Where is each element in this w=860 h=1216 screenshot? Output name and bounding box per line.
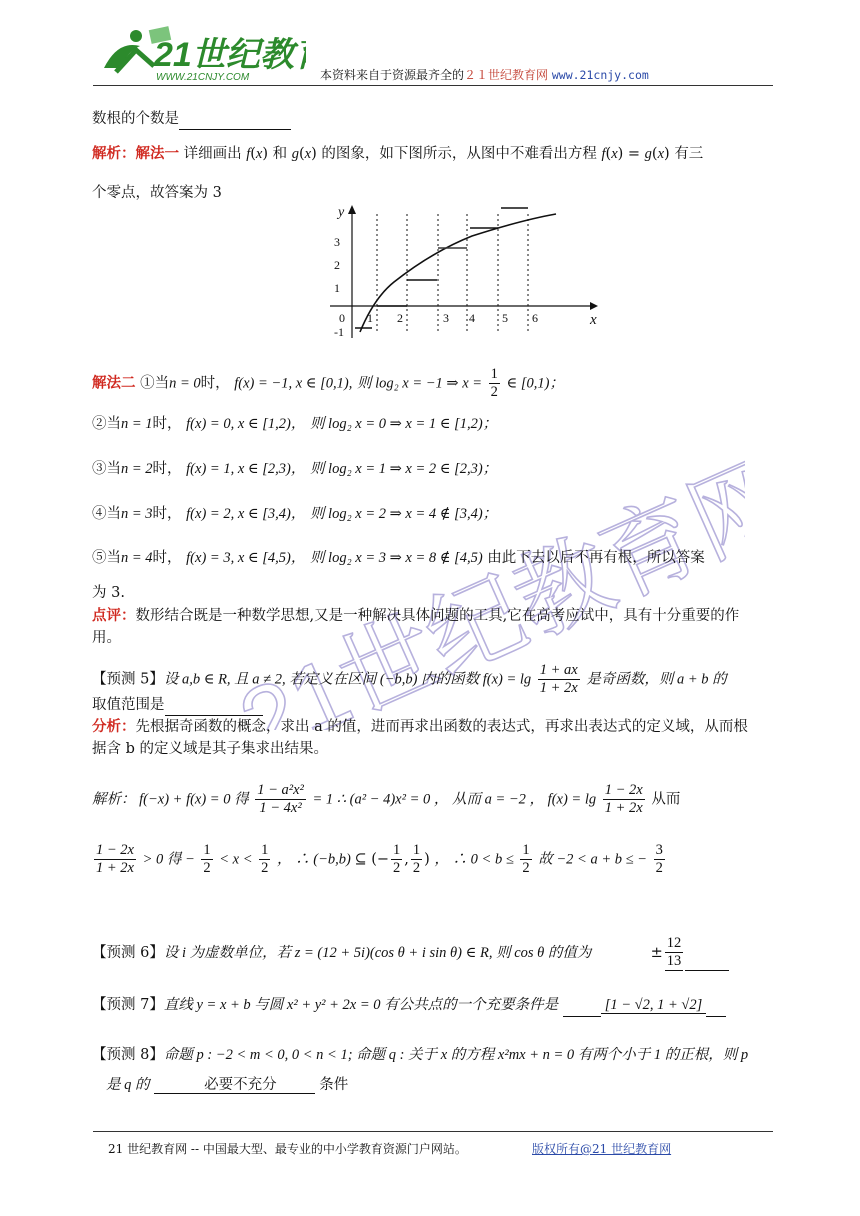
fraction: $\frac{1 - 2x}{1 + 2x}$ (96, 842, 134, 876)
answer-blank (165, 699, 263, 716)
source-url[interactable]: www.21cnjy.com (551, 68, 649, 82)
x-tick: 6 (532, 311, 538, 325)
y-label: y (338, 205, 345, 220)
fraction: $\frac{3}{2}$ (655, 842, 663, 876)
prediction-label: 【预测 8】 (92, 1047, 164, 1063)
fenxi-line2: 据含 b 的定义域是其子集求出结果。 (92, 741, 328, 757)
prediction-5-line2: 取值范围是 (92, 694, 263, 716)
answer-value: 必要不充分 (154, 1077, 315, 1094)
case-5-line2: 为 3. (92, 585, 125, 601)
y-tick: 1 (334, 281, 340, 295)
y-tick: 2 (334, 258, 340, 272)
case-5: ⑤当n = 4时， f(x) = 3, x ∈ [4,5)， 则 log₂ x = 3 ⇒ x = 8 ∉ [4,5) 由此下去以后不再有根，所以答案 (92, 550, 705, 566)
fraction: $\frac{1}{2}$ (261, 842, 269, 876)
fenxi: 分析：先根据奇函数的概念，求出 a 的值，进而再求出函数的表达式，再求出表达式的定义域，从而根 (92, 718, 748, 735)
logo-text: 21世纪教 (154, 36, 294, 74)
source-site: ２１世纪教育网 (464, 68, 549, 82)
prediction-7: 【预测 7】直线 y = x + b 与圆 x² + y² + 2x = 0 有公共点的一个充要条件是 [1 − √2, 1 + √2] (92, 994, 726, 1017)
fraction: $\frac{1}{2}$ (393, 842, 401, 876)
x-label: x (590, 312, 597, 328)
step-function (355, 208, 528, 328)
comment-line2: 用。 (92, 630, 121, 646)
answer-blank (179, 113, 291, 130)
comment-label: 点评： (92, 607, 136, 624)
prediction-label: 【预测 6】 (92, 945, 164, 961)
answer-blank (563, 1000, 601, 1017)
x-tick: 1 (367, 311, 373, 325)
intro-line: 数根的个数是 (92, 108, 291, 130)
x-axis-arrow (590, 302, 598, 310)
header-source (320, 66, 649, 83)
answer-blank (685, 954, 729, 971)
fraction: $\frac{1}{2}$ (490, 366, 498, 400)
answer-fraction: $\frac{12}{13}$ (666, 935, 682, 969)
jiexi-line1: 解析： f(−x) + f(x) = 0 得 $\frac{\text{1 − a²x²}}{\text{1 − 4x²}}$ = 1 ∴ (a² − 4)x² = 0 ， 从而 a = −2 ， f(x) = lg $\frac{1 - 2x}{1 + 2x}$ 从而 (92, 782, 681, 816)
case-3: ③当n = 2时， f(x) = 1, x ∈ [2,3)， 则 log₂ x = 1 ⇒ x = 2 ∈ [2,3)； (92, 461, 498, 477)
fraction: $\frac{1 + ax}{1 + 2x}$ (539, 662, 578, 696)
y-tick: -1 (334, 325, 344, 339)
footer-divider (93, 1131, 773, 1132)
fenxi-label: 分析： (92, 718, 136, 735)
x-tick: 5 (502, 311, 508, 325)
comment: 点评：数形结合既是一种数学思想,又是一种解决具体问题的工具,它在高考应试中，具有十分重要的作 (92, 607, 740, 624)
case-1: 解法二 ①当n = 0时， f(x) = −1, x ∈ [0,1), 则 log₂ x = −1 ⇒ x = $\frac{1}{2}$ ∈ [0,1)； (92, 366, 564, 400)
method1-line: 解析：解法一 详细画出 f(x) 和 g(x) 的图象，如下图所示，从图中不难看出方程 f(x) = g(x) 有三 (92, 145, 704, 162)
prediction-label: 【预测 7】 (92, 997, 164, 1013)
log-curve (360, 214, 556, 332)
prediction-label: 【预测 5】 (92, 671, 164, 688)
fraction: $\frac{1}{2}$ (522, 842, 530, 876)
fraction: $\frac{\text{1 − a²x²}}{\text{1 − 4x²}}$ (257, 782, 304, 816)
copyright-link[interactable]: 版权所有@21 世纪教育网 (532, 1142, 672, 1156)
fraction: $\frac{1}{2}$ (203, 842, 211, 876)
jiexi-line2: $\frac{1 - 2x}{1 + 2x}$ > 0 得 − $\frac{1}{2}$ < x < $\frac{1}{2}$ ， ∴ (−b,b) ⊆ (− $\frac{1}{2}$ , $\frac{1}{2}$ ) ， ∴ 0 < b ≤ $\frac{1}{2}$ 故 −2 < a + b ≤ − $\frac{3}{2}$ (96, 842, 663, 876)
prediction-5: 【预测 5】设 a,b ∈ R, 且 a ≠ 2, 若定义在区间 (−b,b) 内的函数 f(x) = lg $\frac{1 + ax}{1 + 2x}$ 是奇函数，则 a + b 的 (92, 662, 727, 696)
site-logo (96, 22, 306, 84)
y-tick: 3 (334, 235, 340, 249)
prediction-6: 【预测 6】设 i 为虚数单位，若 z = (12 + 5i)(cos θ + i sin θ) ∈ R, 则 cos θ 的值为 ± $\frac{12}{13}$ (92, 935, 729, 971)
svg-text:21世纪教育网: 21世纪教育网 (225, 441, 745, 730)
prediction-8: 【预测 8】命题 p : −2 < m < 0, 0 < n < 1; 命题 q : 关于 x 的方程 x²mx + n = 0 有两个小于 1 的正根，则 p (92, 1047, 749, 1063)
case-4: ④当n = 3时， f(x) = 2, x ∈ [3,4)， 则 log₂ x = 2 ⇒ x = 4 ∉ [3,4)； (92, 506, 498, 522)
method1-line2: 个零点，故答案为 3 (92, 185, 222, 201)
fraction: $\frac{1}{2}$ (412, 842, 421, 876)
source-prefix: 本资料来自于资源最齐全的 (320, 68, 465, 82)
header-divider (93, 85, 773, 86)
x-tick: 0 (339, 311, 345, 325)
x-tick: 2 (397, 311, 403, 325)
answer-value: [1 − √2, 1 + √2] (601, 997, 707, 1014)
logo-url: WWW.21CNJY.COM (156, 72, 250, 83)
analysis-label: 解析：解法一 (92, 145, 179, 162)
prediction-8-line2: 是 q 的 必要不充分 条件 (106, 1077, 349, 1093)
case-2: ②当n = 1时， f(x) = 0, x ∈ [1,2)， 则 log₂ x = 0 ⇒ x = 1 ∈ [1,2)； (92, 416, 498, 432)
footer-text: 21 世纪教育网 -- 中国最大型、最专业的中小学教育资源门户网站。 (108, 1142, 467, 1156)
y-axis-arrow (348, 205, 356, 214)
x-tick: 4 (469, 311, 475, 325)
function-graph (322, 200, 607, 350)
fraction: $\frac{1 - 2x}{1 + 2x}$ (604, 782, 643, 816)
method2-label: 解法二 (92, 374, 136, 392)
answer-blank (706, 1000, 726, 1017)
x-tick: 3 (443, 311, 449, 325)
